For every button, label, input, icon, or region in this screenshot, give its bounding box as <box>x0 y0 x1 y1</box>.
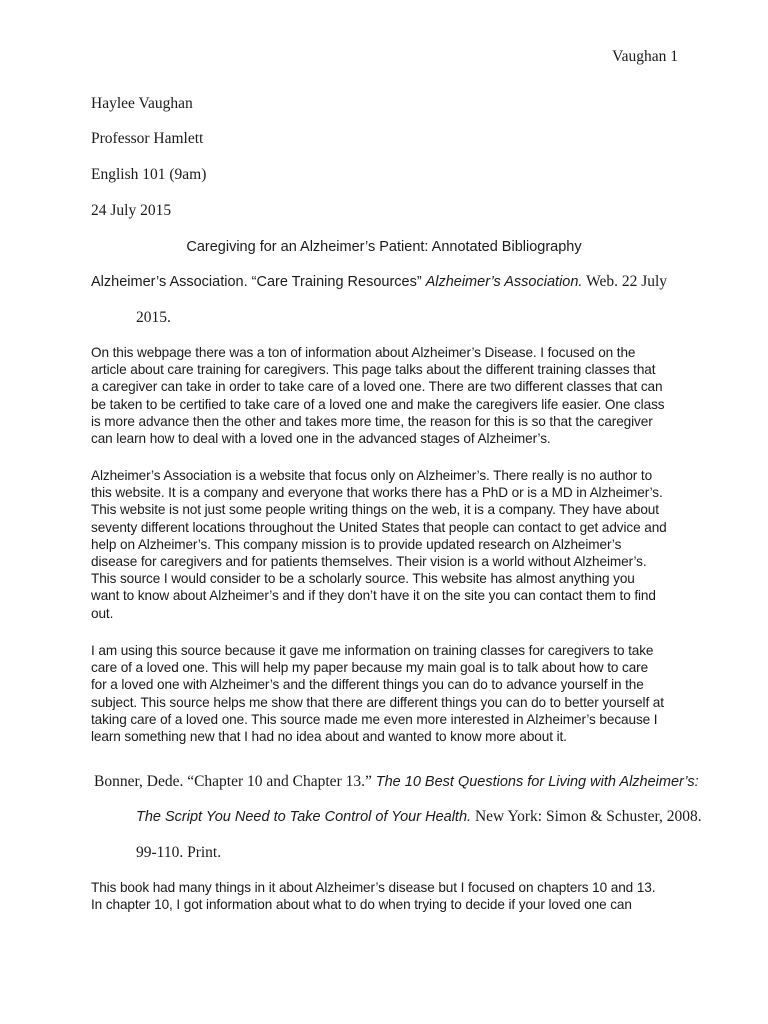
annotation-1-paragraph-3 <box>91 642 691 745</box>
text-line: This source I would consider to be a scholarly source. This website has almost anything you <box>91 571 635 587</box>
annotation-1-paragraph-2 <box>91 467 691 622</box>
text-line: learn something new that I had no idea about and wanted to know more about it. <box>91 729 567 745</box>
text-line: out. <box>91 605 114 621</box>
text-line: this website. It is a company and everyone that works there has a PhD or is a MD in Alzheimer’s. <box>91 485 663 501</box>
text-line: article about care training for caregivers. This page talks about the different training classes that <box>91 362 656 378</box>
text-line: disease for caregivers and for patients themselves. Their vision is a world without Alzheimer’s. <box>91 554 647 570</box>
text-line: want to know about Alzheimer’s and if they don’t have it on the site you can contact them to find <box>91 588 656 604</box>
text-line: This book had many things in it about Alzheimer’s disease but I focused on chapters 10 and 13. <box>91 880 656 895</box>
annotation-1-paragraph-1 <box>91 344 691 447</box>
citation-2-line-2 <box>136 807 702 827</box>
text-line: is more advance then the other and takes more time, the reason for this is so that the caregiver <box>91 413 653 429</box>
text-line: can learn how to deal with a loved one in the advanced stages of Alzheimer’s. <box>91 431 551 447</box>
citation-2-line-3: 99-110. Print. <box>136 844 222 861</box>
text-line: On this webpage there was a ton of information about Alzheimer’s Disease. I focused on the <box>91 345 636 360</box>
text-line: be taken to be certified to take care of a loved one and make the caregivers life easier. One class <box>91 396 665 412</box>
text-line: help on Alzheimer’s. This company mission is to provide updated research on Alzheimer’s <box>91 536 622 552</box>
text-line: care of a loved one. This will help my paper because my main goal is to talk about how to care <box>91 660 649 676</box>
citation-1-line-1 <box>91 272 667 292</box>
text-line: a caregiver can take in order to take care of a loved one. There are two different classes that can <box>91 379 663 395</box>
student-name: Haylee Vaughan <box>91 95 193 112</box>
text-line: subject. This source helps me show that there are different things you can do to better yourself at <box>91 694 664 710</box>
citation-2-author-chapter: Bonner, Dede. “Chapter 10 and Chapter 13.” <box>94 773 372 790</box>
professor-name: Professor Hamlett <box>91 130 204 147</box>
paper-date: 24 July 2015 <box>91 202 172 219</box>
text-line: seventy different locations throughout the United States that people can contact to get advice and <box>91 519 667 535</box>
text-line: This website is not just some people writing things on the web, it is a company. They have about <box>91 502 659 518</box>
citation-1-author-title: Alzheimer’s Association. “Care Training Resources” <box>91 274 422 290</box>
annotation-2-paragraph-1 <box>91 879 691 913</box>
text-line: Alzheimer’s Association is a website that focus only on Alzheimer’s. There really is no author to <box>91 468 653 483</box>
citation-2-line-1 <box>94 772 699 792</box>
citation-2-book-title: The 10 Best Questions for Living with Alzheimer’s: <box>375 774 699 790</box>
running-head: Vaughan 1 <box>612 48 678 65</box>
citation-1-line-2: 2015. <box>136 309 171 326</box>
citation-1-medium: Web. 22 July <box>586 273 668 290</box>
text-line: for a loved one with Alzheimer’s and the different things you can do to advance yourself in the <box>91 677 644 693</box>
paper-title: Caregiving for an Alzheimer’s Patient: Annotated Bibliography <box>186 239 582 255</box>
citation-2-publisher: New York: Simon & Schuster, 2008. <box>474 808 702 825</box>
citation-2-book-subtitle: The Script You Need to Take Control of Your Health. <box>136 809 472 825</box>
text-line: taking care of a loved one. This source made me even more interested in Alzheimer’s because I <box>91 711 658 727</box>
citation-1-site: Alzheimer’s Association. <box>425 274 583 290</box>
text-line: I am using this source because it gave me information on training classes for caregivers to take <box>91 643 654 658</box>
text-line: In chapter 10, I got information about what to do when trying to decide if your loved one can <box>91 897 632 913</box>
course-name: English 101 (9am) <box>91 166 207 183</box>
